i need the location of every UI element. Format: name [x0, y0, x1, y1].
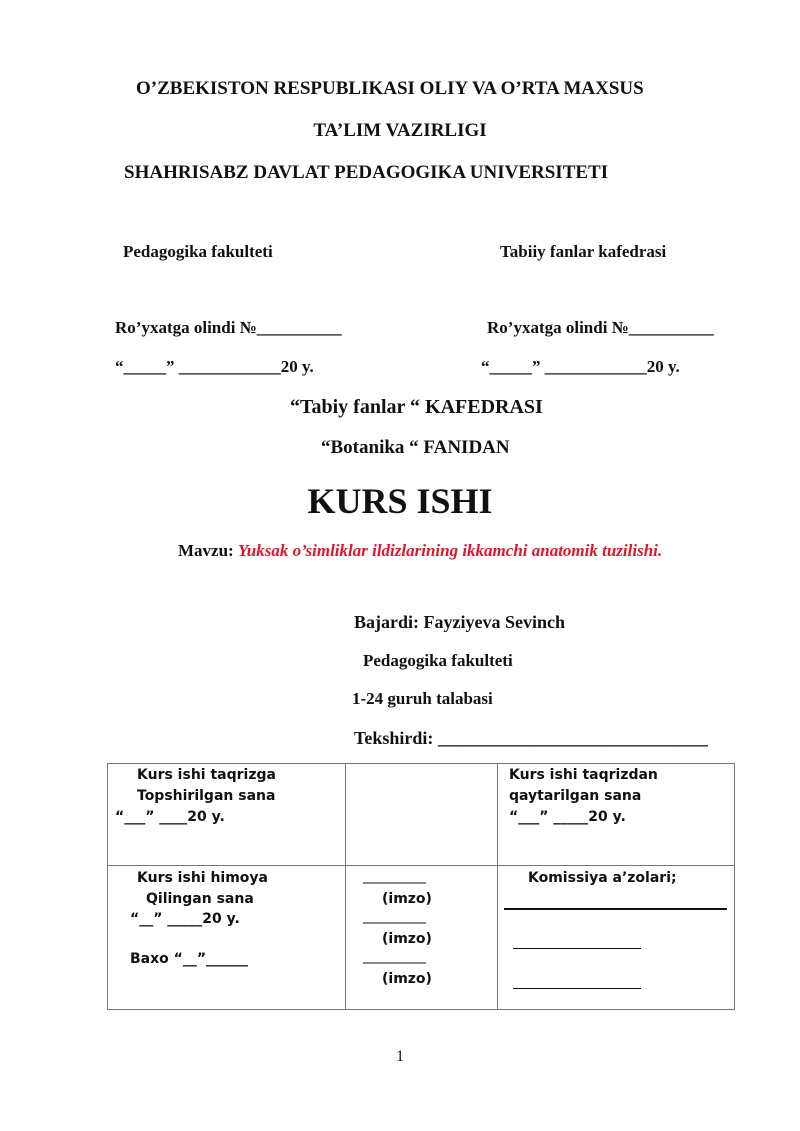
- signature-label-1: (imzo): [382, 891, 432, 907]
- commission-label: Komissiya a’zolari;: [528, 870, 677, 886]
- author-bajardi: Bajardi: Fayziyeva Sevinch: [354, 612, 565, 632]
- registration-left-date: “_____” ____________20 y.: [115, 357, 314, 376]
- kafedra-title: “Tabiy fanlar “ KAFEDRASI: [290, 396, 543, 418]
- commission-line-3: [513, 988, 641, 989]
- topic-label: Mavzu:: [178, 541, 238, 560]
- ministry-line-2: TA’LIM VAZIRLIGI: [313, 120, 487, 141]
- review-returned-date: “___” _____20 y.: [509, 809, 626, 825]
- signature-blank-1: _________: [363, 868, 426, 884]
- review-returned-line-1: Kurs ishi taqrizdan: [509, 767, 658, 783]
- cell-defense: [108, 866, 346, 1010]
- review-submitted-line-1: Kurs ishi taqrizga: [137, 767, 276, 783]
- topic-text: Yuksak o’simliklar ildizlarining ikkamchi anatomik tuzilishi.: [237, 541, 663, 560]
- topic-line: [178, 541, 662, 561]
- cell-review-returned: [498, 764, 735, 866]
- author-tekshirdi: Tekshirdi: ______________________________: [354, 728, 708, 748]
- registration-right-number: Ro’yxatga olindi №__________: [487, 318, 714, 337]
- author-group: 1-24 guruh talabasi: [352, 689, 493, 708]
- review-table: [107, 763, 735, 1010]
- university-name: SHAHRISABZ DAVLAT PEDAGOGIKA UNIVERSITETI: [124, 162, 609, 183]
- cell-signatures: [346, 866, 498, 1010]
- defense-grade: Baxo “__”______: [130, 951, 249, 967]
- cell-review-submitted: [108, 764, 346, 866]
- signature-label-2: (imzo): [382, 931, 432, 947]
- registration-left-number: Ro’yxatga olindi №__________: [115, 318, 342, 337]
- author-faculty: Pedagogika fakulteti: [363, 651, 513, 670]
- page-number: 1: [396, 1048, 404, 1065]
- signature-blank-2: _________: [363, 908, 426, 924]
- signature-label-3: (imzo): [382, 971, 432, 987]
- ministry-line-1: O’ZBEKISTON RESPUBLIKASI OLIY VA O’RTA MAXSUS: [136, 78, 644, 99]
- defense-date: “__” _____20 y.: [130, 911, 240, 927]
- commission-line-2: [513, 948, 641, 949]
- registration-right-date: “_____” ____________20 y.: [481, 357, 680, 376]
- review-submitted-line-2: Topshirilgan sana: [137, 788, 276, 804]
- department-right: Tabiiy fanlar kafedrasi: [500, 242, 667, 261]
- faculty-left: Pedagogika fakulteti: [123, 242, 273, 261]
- review-submitted-date: “___” ____20 y.: [115, 809, 225, 825]
- commission-line-1: [504, 908, 727, 910]
- document-title: KURS ISHI: [307, 481, 493, 521]
- cell-empty: [346, 764, 498, 866]
- fan-title: “Botanika “ FANIDAN: [321, 437, 510, 458]
- cell-commission: [498, 866, 735, 1010]
- signature-blank-3: _________: [363, 948, 426, 964]
- defense-line-1: Kurs ishi himoya: [137, 870, 268, 886]
- defense-line-2: Qilingan sana: [146, 891, 254, 907]
- review-returned-line-2: qaytarilgan sana: [509, 788, 642, 804]
